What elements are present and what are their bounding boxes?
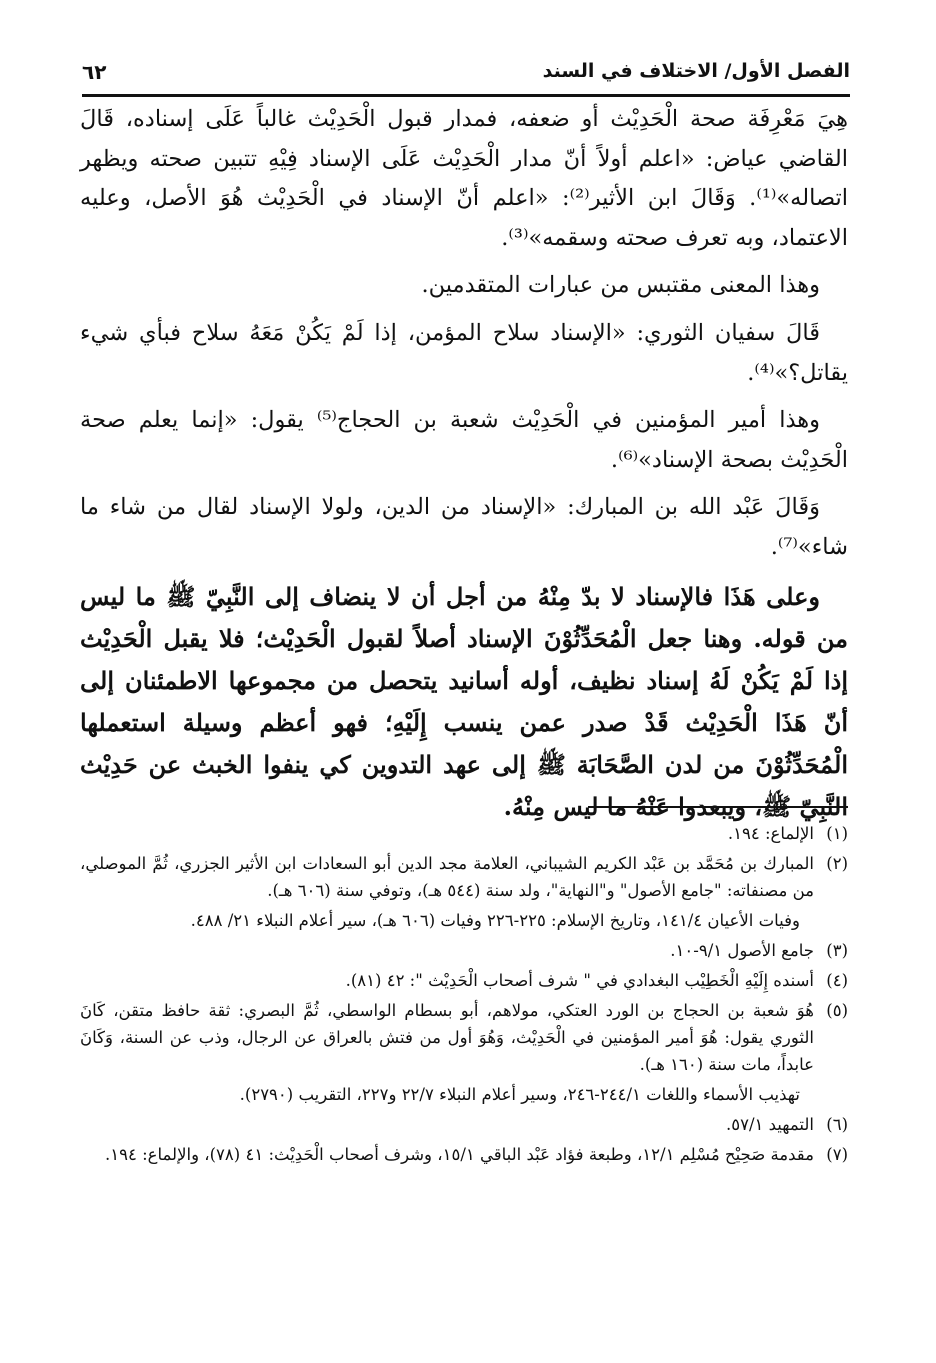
footnote-text: هُوَ شعبة بن الحجاج بن الورد العتكي، مولاهم، أبو بسطام الواسطي، ثُمَّ البصري: ثقة حافظ متقن، كَانَ الثوري يقول: هُوَ أمير المؤمنين في الْحَدِيْث، وَهُوَ أول من فتش بالعراق عن الرجال، وذب عن السنة، وَكَانَ عابداً، مات سنة (١٦٠ هـ). — [80, 1001, 814, 1074]
footnote-divider — [588, 806, 848, 808]
footnote-number: (٥) — [826, 1001, 848, 1020]
paragraph-5: وَقَالَ عَبْد الله بن المبارك: «الإسناد من الدين، ولولا الإسناد لقال من شاء ما شاء»⁽⁷⁾. — [80, 494, 848, 560]
footnote-1 — [80, 820, 848, 847]
footnote-number: (٤) — [826, 971, 848, 990]
footnote-6 — [80, 1111, 848, 1138]
footnote-text: تهذيب الأسماء واللغات ٢٤٤/١-٢٤٦، وسير أعلام النبلاء ٢٢/٧ و٢٢٧، التقريب (٢٧٩٠). — [239, 1085, 800, 1104]
footnote-text: المبارك بن مُحَمَّد بن عَبْد الكريم الشيباني، العلامة مجد الدين أبو السعادات ابن الأثير الجزري، ثُمَّ الموصلي، من مصنفاته: "جامع الأصول" و"النهاية"، ولد سنة (٥٤٤ هـ)، وتوفي سنة (٦٠٦ هـ). — [80, 854, 814, 900]
paragraph-3: قَالَ سفيان الثوري: «الإسناد سلاح المؤمن، إذا لَمْ يَكُنْ مَعَهُ سلاح فبأي شيء يقاتل؟»⁽⁴⁾. — [80, 319, 848, 386]
footnote-2 — [80, 850, 848, 904]
page-header — [82, 58, 850, 97]
footnote-text: أسنده إِلَيْهِ الْخَطِيْب البغدادي في " شرف أصحاب الْحَدِيْث ": ٤٢ (٨١). — [345, 971, 814, 990]
footnote-text: جامع الأصول ٩/١-١٠. — [670, 941, 814, 960]
footnote-5 — [80, 997, 848, 1078]
page-number: ٦٢ — [82, 60, 107, 84]
main-text — [80, 100, 848, 836]
footnote-text: وفيات الأعيان ١٤١/٤، وتاريخ الإسلام: ٢٢٥-٢٢٦ وفيات (٦٠٦ هـ)، سير أعلام النبلاء ٢١/ ٤٨٨. — [190, 911, 800, 930]
footnotes — [80, 820, 848, 1171]
footnote-2-continuation — [80, 907, 848, 934]
footnote-number: (٢) — [826, 854, 848, 873]
footnote-3 — [80, 937, 848, 964]
running-title: الفصل الأول/ الاختلاف في السند — [542, 60, 850, 82]
footnote-number: (٦) — [826, 1115, 848, 1134]
paragraph-1: هِيَ مَعْرِفَة صحة الْحَدِيْث أو ضعفه، فمدار قبول الْحَدِيْث غالباً عَلَى إسناده، قَالَ القاضي عياض: «اعلم أولاً أنّ مدار الْحَدِيْث عَلَى الإسناد فِيْهِ تتبين صحته ويظهر اتصاله»⁽¹⁾. وَقَالَ ابن الأثير⁽²⁾: «اعلم أنّ الإسناد في الْحَدِيْث هُوَ الأصل، وعليه الاعتماد، وبه تعرف صحته وسقمه»⁽³⁾. — [80, 106, 848, 251]
footnote-5-continuation — [80, 1081, 848, 1108]
paragraph-2: وهذا المعنى مقتبس من عبارات المتقدمين. — [421, 272, 820, 299]
footnote-text: الإلماع: ١٩٤. — [727, 824, 814, 843]
paragraph-4: وهذا أمير المؤمنين في الْحَدِيْث شعبة بن الحجاج⁽⁵⁾ يقول: «إنما يعلم صحة الْحَدِيْث بصحة الإسناد»⁽⁶⁾. — [80, 407, 848, 473]
footnote-4 — [80, 967, 848, 994]
footnote-number: (٣) — [826, 941, 848, 960]
footnote-7 — [80, 1141, 848, 1168]
footnote-text: مقدمة صَحِيْح مُسْلِم ١٢/١، وطبعة فؤاد عَبْد الباقي ١٥/١، وشرف أصحاب الْحَدِيْث: ٤١ (٧٨)، والإلماع: ١٩٤. — [104, 1145, 814, 1164]
footnote-number: (١) — [826, 824, 848, 843]
footnote-text: التمهيد ٥٧/١. — [725, 1115, 814, 1134]
paragraph-6: وعلى هَذَا فالإسناد لا بدّ مِنْهُ من أجل أن لا ينضاف إلى النَّبِيّ ﷺ ما ليس من قوله. وهنا جعل الْمُحَدِّثُوْنَ الإسناد أصلاً لقبول الْحَدِيْث؛ فلا يقبل الْحَدِيْث إذا لَمْ يَكُنْ لَهُ إسناد نظيف، أوله أسانيد يتحصل من مجموعها الاطمئنان إلى أنّ هَذَا الْحَدِيْث قَدْ صدر عمن ينسب إِلَيْهِ؛ فهو أعظم وسيلة استعملها الْمُحَدِّثُوْنَ من لدن الصَّحَابَة ﷺ إلى عهد التدوين كي ينفوا الخبث عن حَدِيْث النَّبِيّ ﷺ، ويبعدوا عَنْهُ ما ليس مِنْهُ. — [80, 581, 848, 821]
footnote-number: (٧) — [826, 1145, 848, 1164]
